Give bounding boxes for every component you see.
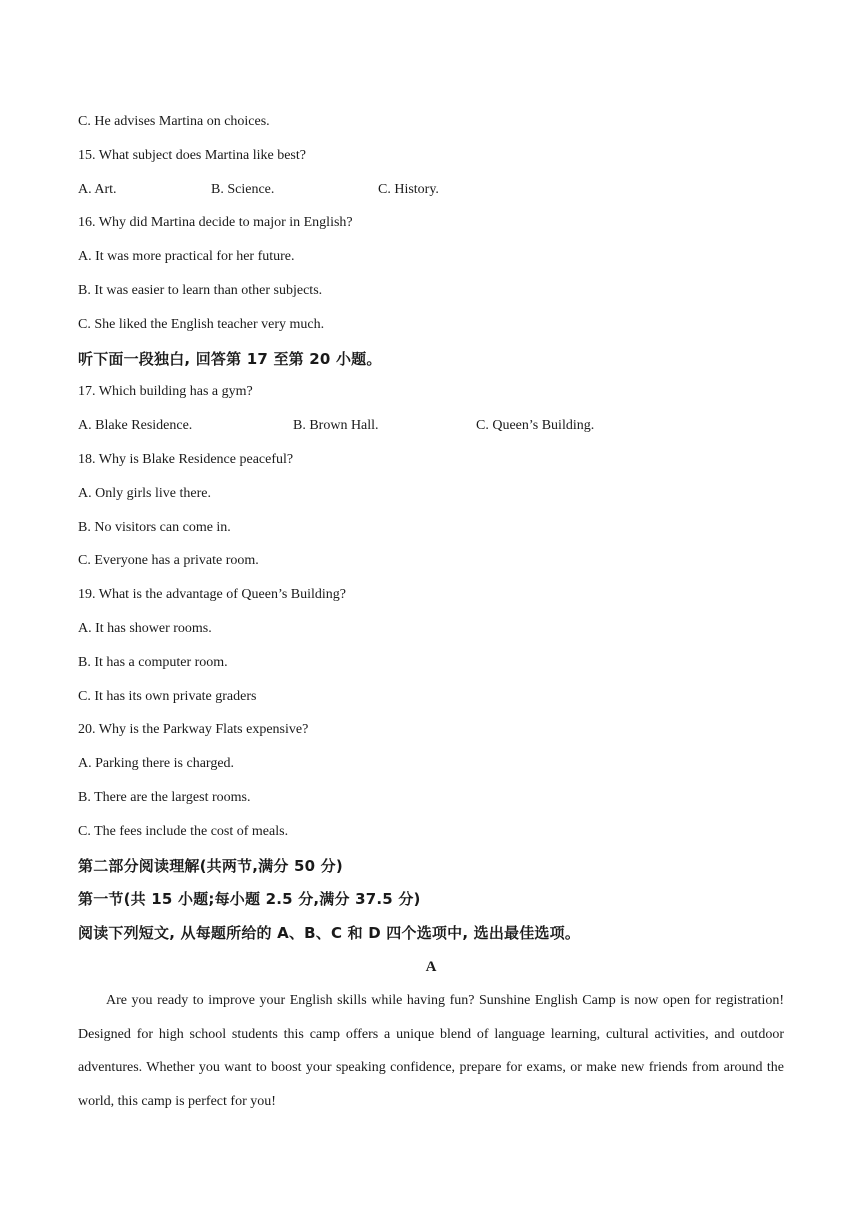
q19-option-b: B. It has a computer room. [78, 654, 228, 670]
q16-option-c: C. She liked the English teacher very much. [78, 316, 325, 332]
question-15: 15. What subject does Martina like best? [78, 147, 306, 163]
question-20: 20. Why is the Parkway Flats expensive? [78, 722, 309, 738]
question-19: 19. What is the advantage of Queen’s Building? [78, 587, 347, 603]
document-page [78, 112, 784, 1119]
q16-option-a: A. It was more practical for her future. [78, 249, 295, 265]
question-15-options [78, 180, 784, 200]
q18-option-c: C. Everyone has a private room. [78, 553, 259, 569]
q17-option-a: A. Blake Residence. [78, 418, 193, 434]
q17-option-c: C. Queen’s Building. [476, 418, 595, 434]
question-16: 16. Why did Martina decide to major in English? [78, 215, 353, 231]
question-18: 18. Why is Blake Residence peaceful? [78, 451, 294, 467]
q20-option-b: B. There are the largest rooms. [78, 789, 251, 805]
q19-option-a: A. It has shower rooms. [78, 620, 212, 636]
question-17: 17. Which building has a gym? [78, 384, 253, 400]
option-c-line: C. He advises Martina on choices. [78, 114, 270, 129]
section-one-heading: 第一节(共 15 小题;每小题 2.5 分,满分 37.5 分) [78, 890, 421, 909]
listening-instruction-17-20: 听下面一段独白, 回答第 17 至第 20 小题。 [78, 349, 382, 368]
question-17-options [78, 416, 784, 436]
passage-label: A [425, 958, 437, 975]
q18-option-a: A. Only girls live there. [78, 485, 211, 501]
q16-option-b: B. It was easier to learn than other subjects. [78, 282, 323, 298]
passage-paragraph: Are you ready to improve your English skills while having fun? Sunshine English Camp is now open for registration! Designed for high school students this camp offers a unique blend of language learning, cultural activities, and outdoor adventures. Whether you want to boost your speaking confidence, prepare for exams, or make new friends from around the world, this camp is perfect for you! [78, 992, 784, 1110]
q17-option-b: B. Brown Hall. [293, 418, 379, 434]
reading-instruction: 阅读下列短文, 从每题所给的 A、B、C 和 D 四个选项中, 选出最佳选项。 [78, 924, 581, 943]
q15-option-c: C. History. [378, 181, 439, 197]
q19-option-c: C. It has its own private graders [78, 688, 257, 704]
q15-option-a: A. Art. [78, 181, 117, 197]
q15-option-b: B. Science. [211, 181, 275, 197]
part-two-heading: 第二部分阅读理解(共两节,满分 50 分) [78, 856, 343, 875]
q20-option-c: C. The fees include the cost of meals. [78, 823, 289, 839]
q20-option-a: A. Parking there is charged. [78, 756, 235, 772]
q18-option-b: B. No visitors can come in. [78, 519, 231, 535]
